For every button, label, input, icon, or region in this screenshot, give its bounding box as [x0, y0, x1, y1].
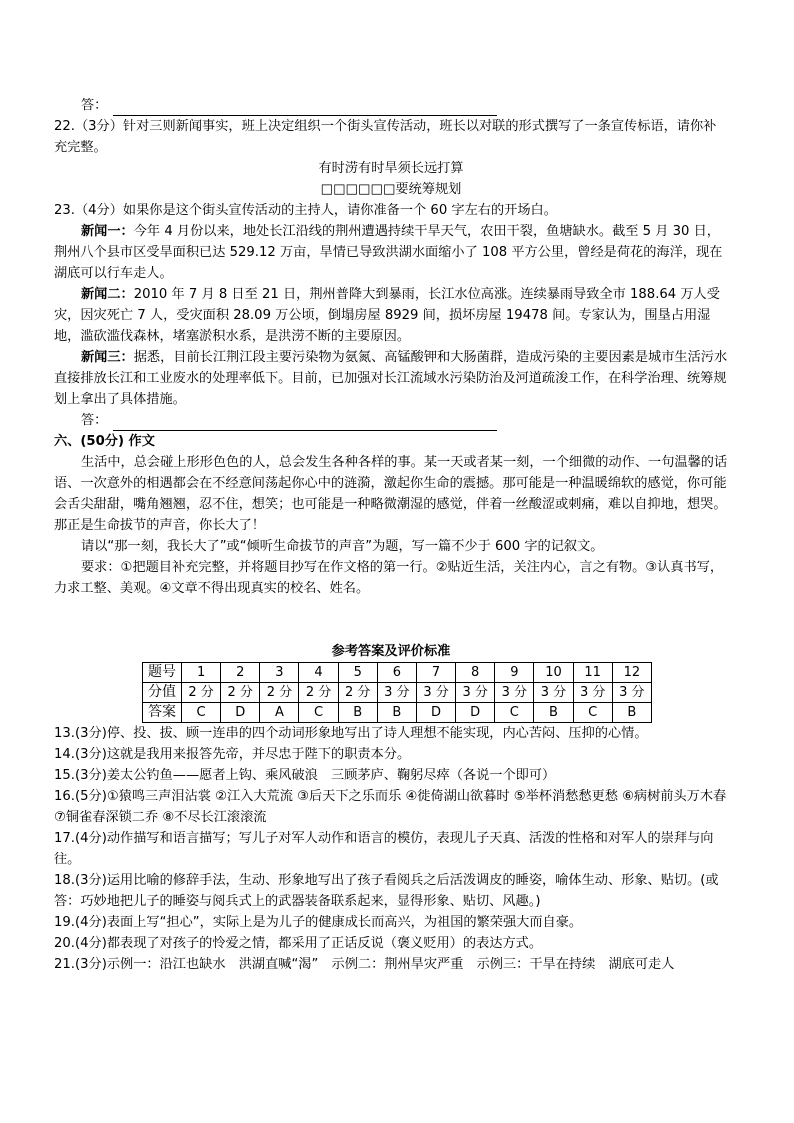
table-row-numbers [143, 663, 652, 683]
answer-item-19: 19.(4分)表面上写“担心”，实际上是为儿子的健康成长而高兴，为祖国的繁荣强大而自豪。 [54, 915, 583, 930]
table-cell: 5 [338, 663, 377, 683]
answer-item-17: 17.(4分)动作描写和语言描写；写儿子对军人动作和语言的模仿，表现儿子天真、活泼的性格和对军人的崇拜与向往。 [54, 831, 714, 867]
essay-intro: 生活中，总会碰上形形色色的人，总会发生各种各样的事。某一天或者某一刻，一个细微的动作、一句温馨的话语、一次意外的相遇都会在不经意间荡起你心中的涟漪，激起你生命的震撼。那可能是一种温暖绵软的感觉，你可能会舌尖甜甜，嘴角翘翘，忍不住，想笑；也可能是一种略微潮湿的感觉，伴着一丝酸涩或刺痛，难以自抑地，想哭。那正是生命拔节的声音，你长大了！ [54, 455, 728, 533]
q23-prompt: 23.（4分）如果你是这个街头宣传活动的主持人，请你准备一个 60 字左右的开场白。 [54, 203, 557, 218]
table-cell: 2 [221, 663, 260, 683]
table-cell: D [416, 703, 455, 723]
table-cell: 2 分 [299, 683, 338, 703]
table-cell: 3 分 [377, 683, 416, 703]
news-1-label: 新闻一： [81, 224, 134, 239]
table-cell: 2 分 [260, 683, 299, 703]
table-cell: C [495, 703, 534, 723]
table-cell: 9 [495, 663, 534, 683]
q22-prompt: 22.（3分）针对三则新闻事实，班上决定组织一个街头宣传活动，班长以对联的形式撰写了一条宣传标语，请你补充完整。 [54, 119, 717, 155]
table-row-scores [143, 683, 652, 703]
table-cell: 3 分 [612, 683, 651, 703]
answer-key-table [142, 662, 652, 723]
essay-task: 请以“那一刻，我长大了”或“倾听生命拔节的声音”为题，写一篇不少于 600 字的记叙文。 [81, 539, 604, 554]
spacer [54, 599, 728, 641]
table-cell: 3 [260, 663, 299, 683]
news-1 [54, 221, 728, 284]
row-label: 分值 [143, 683, 182, 703]
table-cell: 2 分 [221, 683, 260, 703]
answer-item-18: 18.(3分)运用比喻的修辞手法，生动、形象地写出了孩子看阅兵之后活泼调皮的睡姿，喻体生动、形象、贴切。(或答：巧妙地把儿子的睡姿与阅兵式上的武器装备联系起来，显得形象、贴切、风趣。) [54, 873, 719, 909]
answer-item-16: 16.(5分)①猿鸣三声泪沾裳 ②江入大荒流 ③后天下之乐而乐 ④徙倚湖山欲暮时 ⑤举杯消愁愁更愁 ⑥病树前头万木春 ⑦铜雀春深锁二乔 ⑧不尽长江滚滚流 [54, 789, 727, 825]
answer-item-21: 21.(3分)示例一：沿江也缺水 洪湖直喊“渴” 示例二：荆州旱灾严重 示例三：干旱在持续 湖底可走人 [54, 957, 675, 972]
table-cell: B [534, 703, 573, 723]
news-2-text: 2010 年 7 月 8 日至 21 日，荆州普降大到暴雨，长江水位高涨。连续暴雨导致全市 188.64 万人受灾，因灾死亡 7 人，受灾面积 28.09 万公顷，倒塌房屋 8929 间，损坏房屋 19478 间。专家认为，围垦占用湿地，滥砍滥伐森林，堵塞淤积水系，是洪涝不断的主要原因。 [54, 287, 720, 344]
table-cell: B [612, 703, 651, 723]
table-cell: A [260, 703, 299, 723]
table-cell: C [573, 703, 612, 723]
table-cell: 4 [299, 663, 338, 683]
news-2-label: 新闻二： [81, 287, 134, 302]
section-6-heading: 六、(50分) 作文 [54, 434, 155, 449]
table-cell: 10 [534, 663, 573, 683]
table-cell: 3 分 [534, 683, 573, 703]
news-1-text: 今年 4 月份以来，地处长江沿线的荆州遭遇持续干旱天气，农田干裂，鱼塘缺水。截至 5 月 30 日，荆州八个县市区受旱面积已达 529.12 万亩，旱情已导致洪湖水面缩小了 108 平方公里，曾经是荷花的海洋，现在湖底可以行车走人。 [54, 224, 723, 281]
answer-label: 答： [81, 98, 108, 113]
q21-answer-line [54, 95, 728, 116]
news-3-label: 新闻三： [81, 350, 134, 365]
table-cell: C [182, 703, 221, 723]
table-cell: 6 [377, 663, 416, 683]
answer-blank[interactable] [113, 415, 497, 431]
answer-blank[interactable] [113, 100, 497, 116]
answer-label: 答： [81, 413, 108, 428]
table-cell: 1 [182, 663, 221, 683]
table-cell: 7 [416, 663, 455, 683]
couplet-line-1: 有时涝有时旱须长远打算 [318, 161, 464, 176]
row-label: 题号 [143, 663, 182, 683]
essay-requirements: 要求：①把题目补充完整，并将题目抄写在作文格的第一行。②贴近生活，关注内心，言之有物。③认真书写，力求工整、美观。④文章不得出现真实的校名、姓名。 [54, 560, 724, 596]
table-cell: D [221, 703, 260, 723]
table-cell: 12 [612, 663, 651, 683]
table-cell: 3 分 [416, 683, 455, 703]
table-cell: 2 分 [182, 683, 221, 703]
document-page [54, 95, 728, 975]
answer-item-20: 20.(4分)都表现了对孩子的怜爱之情，都采用了正话反说（褒义贬用）的表达方式。 [54, 936, 543, 951]
table-cell: B [338, 703, 377, 723]
table-cell: C [299, 703, 338, 723]
table-cell: B [377, 703, 416, 723]
table-cell: 3 分 [495, 683, 534, 703]
table-cell: D [456, 703, 495, 723]
table-cell: 3 分 [573, 683, 612, 703]
q23-answer-line [54, 410, 728, 431]
answer-item-15: 15.(3分)姜太公钓鱼——愿者上钩、乘风破浪 三顾茅庐、鞠躬尽瘁（各说一个即可） [54, 768, 556, 783]
table-cell: 8 [456, 663, 495, 683]
answer-item-14: 14.(3分)这就是我用来报答先帝，并尽忠于陛下的职责本分。 [54, 747, 411, 762]
table-cell: 3 分 [456, 683, 495, 703]
news-3 [54, 347, 728, 410]
news-3-text: 据悉，目前长江荆江段主要污染物为氨氮、高锰酸钾和大肠菌群，造成污染的主要因素是城市生活污水直接排放长江和工业废水的处理率低下。目前，已加强对长江流域水污染防治及河道疏浚工作，在科学治理、统筹规划上拿出了具体措施。 [54, 350, 728, 407]
table-cell: 2 分 [338, 683, 377, 703]
reference-title: 参考答案及评价标准 [331, 644, 451, 659]
table-row-answers [143, 703, 652, 723]
couplet-line-2: □□□□□□要统筹规划 [320, 182, 462, 197]
answer-item-13: 13.(3分)停、投、拔、顾一连串的四个动词形象地写出了诗人理想不能实现，内心苦闷、压抑的心情。 [54, 726, 648, 741]
row-label: 答案 [143, 703, 182, 723]
news-2 [54, 284, 728, 347]
table-cell: 11 [573, 663, 612, 683]
